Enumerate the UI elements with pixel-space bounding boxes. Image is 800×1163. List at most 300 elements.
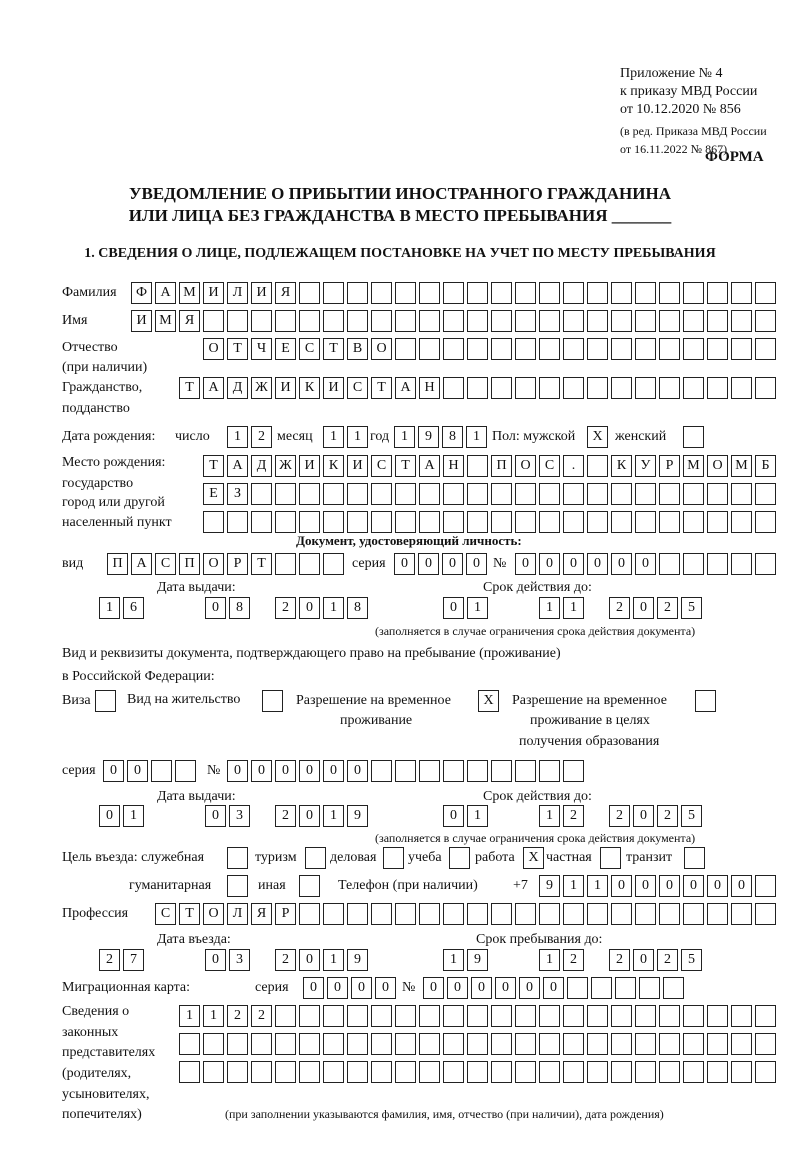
char-box-doc-valid-month[interactable]: 2 bbox=[563, 805, 584, 827]
char-box-entry-month[interactable]: 3 bbox=[229, 949, 250, 971]
char-box-doc-issue-year[interactable]: 2 bbox=[275, 805, 296, 827]
char-box-birthplace-3[interactable] bbox=[443, 511, 464, 533]
char-box-name[interactable] bbox=[611, 310, 632, 332]
char-box-patronymic[interactable]: О bbox=[371, 338, 392, 360]
char-box-name[interactable] bbox=[539, 310, 560, 332]
char-box-reps-1[interactable] bbox=[491, 1005, 512, 1027]
char-box-id-issue-year[interactable]: 8 bbox=[347, 597, 368, 619]
char-box-id-number[interactable] bbox=[707, 553, 728, 575]
char-box-reps-1[interactable] bbox=[659, 1005, 680, 1027]
char-box-citizenship[interactable] bbox=[707, 377, 728, 399]
char-box-reps-2[interactable] bbox=[707, 1033, 728, 1055]
char-box-citizenship[interactable]: А bbox=[395, 377, 416, 399]
char-box-mc-number[interactable]: 0 bbox=[447, 977, 468, 999]
char-box-id-kind[interactable]: Т bbox=[251, 553, 272, 575]
char-box-reps-1[interactable]: 1 bbox=[179, 1005, 200, 1027]
char-box-birthplace-3[interactable] bbox=[467, 511, 488, 533]
char-box-birth-month[interactable]: 1 bbox=[323, 426, 344, 448]
char-box-id-kind[interactable]: С bbox=[155, 553, 176, 575]
char-box-patronymic[interactable]: Е bbox=[275, 338, 296, 360]
char-box-citizenship[interactable] bbox=[683, 377, 704, 399]
char-box-id-series[interactable]: 0 bbox=[418, 553, 439, 575]
char-box-name[interactable] bbox=[491, 310, 512, 332]
char-box-birthplace-1[interactable]: Т bbox=[395, 455, 416, 477]
char-box-doc-number[interactable]: 0 bbox=[227, 760, 248, 782]
char-box-reps-3[interactable] bbox=[347, 1061, 368, 1083]
char-box-doc-number[interactable] bbox=[539, 760, 560, 782]
char-box-patronymic[interactable]: В bbox=[347, 338, 368, 360]
char-box-birthplace-3[interactable] bbox=[299, 511, 320, 533]
char-box-patronymic[interactable] bbox=[731, 338, 752, 360]
char-box-id-kind[interactable] bbox=[275, 553, 296, 575]
char-box-profession[interactable] bbox=[539, 903, 560, 925]
char-box-birthplace-1[interactable]: О bbox=[515, 455, 536, 477]
char-box-entry-year[interactable]: 1 bbox=[323, 949, 344, 971]
checkbox-sex-female[interactable] bbox=[683, 426, 704, 448]
char-box-reps-1[interactable] bbox=[683, 1005, 704, 1027]
char-box-citizenship[interactable]: К bbox=[299, 377, 320, 399]
char-box-name[interactable] bbox=[659, 310, 680, 332]
char-box-doc-valid-year[interactable]: 5 bbox=[681, 805, 702, 827]
char-box-reps-1[interactable] bbox=[611, 1005, 632, 1027]
checkbox-purpose-study[interactable] bbox=[449, 847, 470, 869]
char-box-profession[interactable]: Л bbox=[227, 903, 248, 925]
char-box-id-kind[interactable]: П bbox=[179, 553, 200, 575]
char-box-birthplace-2[interactable]: З bbox=[227, 483, 248, 505]
char-box-id-issue-month[interactable]: 0 bbox=[205, 597, 226, 619]
char-box-patronymic[interactable] bbox=[587, 338, 608, 360]
char-box-mc-series[interactable]: 0 bbox=[375, 977, 396, 999]
char-box-id-series[interactable]: 0 bbox=[442, 553, 463, 575]
checkbox-doc-temp-residence[interactable]: X bbox=[478, 690, 499, 712]
char-box-profession[interactable] bbox=[611, 903, 632, 925]
char-box-mc-number[interactable] bbox=[615, 977, 636, 999]
char-box-name[interactable] bbox=[683, 310, 704, 332]
char-box-patronymic[interactable]: Т bbox=[227, 338, 248, 360]
char-box-id-issue-month[interactable]: 8 bbox=[229, 597, 250, 619]
char-box-reps-1[interactable] bbox=[323, 1005, 344, 1027]
char-box-reps-2[interactable] bbox=[395, 1033, 416, 1055]
char-box-reps-1[interactable] bbox=[755, 1005, 776, 1027]
char-box-mc-series[interactable]: 0 bbox=[351, 977, 372, 999]
char-box-birthplace-3[interactable] bbox=[611, 511, 632, 533]
char-box-reps-1[interactable] bbox=[539, 1005, 560, 1027]
char-box-patronymic[interactable]: Т bbox=[323, 338, 344, 360]
char-box-doc-issue-year[interactable]: 1 bbox=[323, 805, 344, 827]
char-box-name[interactable] bbox=[323, 310, 344, 332]
char-box-citizenship[interactable]: А bbox=[203, 377, 224, 399]
char-box-birthplace-3[interactable] bbox=[491, 511, 512, 533]
char-box-birthplace-2[interactable] bbox=[755, 483, 776, 505]
char-box-stay-day[interactable]: 1 bbox=[443, 949, 464, 971]
char-box-birthplace-2[interactable] bbox=[539, 483, 560, 505]
char-box-reps-1[interactable] bbox=[635, 1005, 656, 1027]
char-box-name[interactable] bbox=[563, 310, 584, 332]
char-box-doc-number[interactable]: 0 bbox=[299, 760, 320, 782]
char-box-name[interactable]: Я bbox=[179, 310, 200, 332]
char-box-doc-series[interactable]: 0 bbox=[127, 760, 148, 782]
char-box-birthplace-1[interactable]: Т bbox=[203, 455, 224, 477]
char-box-reps-1[interactable]: 2 bbox=[251, 1005, 272, 1027]
char-box-stay-year[interactable]: 0 bbox=[633, 949, 654, 971]
char-box-name[interactable] bbox=[275, 310, 296, 332]
char-box-reps-3[interactable] bbox=[563, 1061, 584, 1083]
char-box-reps-2[interactable] bbox=[587, 1033, 608, 1055]
char-box-profession[interactable]: О bbox=[203, 903, 224, 925]
char-box-doc-number[interactable] bbox=[467, 760, 488, 782]
char-box-surname[interactable] bbox=[515, 282, 536, 304]
char-box-birth-year[interactable]: 8 bbox=[442, 426, 463, 448]
char-box-profession[interactable] bbox=[563, 903, 584, 925]
char-box-id-valid-month[interactable]: 1 bbox=[539, 597, 560, 619]
char-box-name[interactable] bbox=[419, 310, 440, 332]
char-box-id-kind[interactable]: О bbox=[203, 553, 224, 575]
char-box-reps-3[interactable] bbox=[251, 1061, 272, 1083]
char-box-birthplace-2[interactable] bbox=[635, 483, 656, 505]
checkbox-doc-visa[interactable] bbox=[95, 690, 116, 712]
char-box-citizenship[interactable] bbox=[659, 377, 680, 399]
char-box-reps-2[interactable] bbox=[635, 1033, 656, 1055]
char-box-id-issue-year[interactable]: 0 bbox=[299, 597, 320, 619]
char-box-birth-day[interactable]: 2 bbox=[251, 426, 272, 448]
char-box-birthplace-2[interactable] bbox=[443, 483, 464, 505]
char-box-name[interactable] bbox=[587, 310, 608, 332]
char-box-citizenship[interactable] bbox=[587, 377, 608, 399]
char-box-patronymic[interactable] bbox=[467, 338, 488, 360]
char-box-birthplace-3[interactable] bbox=[635, 511, 656, 533]
char-box-profession[interactable] bbox=[371, 903, 392, 925]
char-box-surname[interactable] bbox=[491, 282, 512, 304]
char-box-profession[interactable]: Я bbox=[251, 903, 272, 925]
char-box-id-kind[interactable]: П bbox=[107, 553, 128, 575]
char-box-reps-2[interactable] bbox=[563, 1033, 584, 1055]
char-box-birthplace-1[interactable]: И bbox=[347, 455, 368, 477]
char-box-doc-number[interactable]: 0 bbox=[323, 760, 344, 782]
char-box-birthplace-2[interactable] bbox=[491, 483, 512, 505]
char-box-reps-1[interactable] bbox=[347, 1005, 368, 1027]
char-box-doc-issue-year[interactable]: 9 bbox=[347, 805, 368, 827]
char-box-id-valid-year[interactable]: 2 bbox=[657, 597, 678, 619]
char-box-mc-number[interactable]: 0 bbox=[543, 977, 564, 999]
char-box-doc-issue-day[interactable]: 0 bbox=[99, 805, 120, 827]
char-box-mc-number[interactable]: 0 bbox=[495, 977, 516, 999]
char-box-birthplace-2[interactable] bbox=[731, 483, 752, 505]
char-box-doc-number[interactable] bbox=[491, 760, 512, 782]
char-box-citizenship[interactable] bbox=[611, 377, 632, 399]
char-box-birthplace-2[interactable] bbox=[251, 483, 272, 505]
char-box-citizenship[interactable] bbox=[539, 377, 560, 399]
char-box-birthplace-2[interactable] bbox=[347, 483, 368, 505]
char-box-id-number[interactable] bbox=[659, 553, 680, 575]
char-box-birthplace-2[interactable] bbox=[659, 483, 680, 505]
char-box-id-number[interactable]: 0 bbox=[539, 553, 560, 575]
char-box-birthplace-1[interactable]: И bbox=[299, 455, 320, 477]
char-box-patronymic[interactable] bbox=[707, 338, 728, 360]
char-box-mc-number[interactable]: 0 bbox=[423, 977, 444, 999]
checkbox-purpose-work[interactable]: X bbox=[523, 847, 544, 869]
char-box-profession[interactable] bbox=[323, 903, 344, 925]
char-box-doc-valid-year[interactable]: 2 bbox=[657, 805, 678, 827]
char-box-name[interactable]: И bbox=[131, 310, 152, 332]
char-box-reps-2[interactable] bbox=[539, 1033, 560, 1055]
char-box-id-kind[interactable]: А bbox=[131, 553, 152, 575]
char-box-birthplace-2[interactable] bbox=[299, 483, 320, 505]
char-box-reps-2[interactable] bbox=[611, 1033, 632, 1055]
char-box-profession[interactable] bbox=[755, 903, 776, 925]
char-box-entry-month[interactable]: 0 bbox=[205, 949, 226, 971]
char-box-profession[interactable] bbox=[395, 903, 416, 925]
char-box-patronymic[interactable] bbox=[563, 338, 584, 360]
char-box-doc-number[interactable] bbox=[419, 760, 440, 782]
char-box-birthplace-2[interactable] bbox=[587, 483, 608, 505]
char-box-phone[interactable] bbox=[755, 875, 776, 897]
checkbox-purpose-private[interactable] bbox=[600, 847, 621, 869]
char-box-phone[interactable]: 1 bbox=[563, 875, 584, 897]
char-box-birthplace-3[interactable] bbox=[683, 511, 704, 533]
char-box-birthplace-1[interactable]: О bbox=[707, 455, 728, 477]
char-box-name[interactable] bbox=[635, 310, 656, 332]
char-box-id-number[interactable]: 0 bbox=[515, 553, 536, 575]
char-box-birthplace-3[interactable] bbox=[707, 511, 728, 533]
char-box-phone[interactable]: 0 bbox=[683, 875, 704, 897]
char-box-profession[interactable] bbox=[683, 903, 704, 925]
char-box-stay-year[interactable]: 5 bbox=[681, 949, 702, 971]
char-box-profession[interactable] bbox=[515, 903, 536, 925]
char-box-surname[interactable] bbox=[467, 282, 488, 304]
char-box-doc-issue-month[interactable]: 0 bbox=[205, 805, 226, 827]
char-box-citizenship[interactable] bbox=[467, 377, 488, 399]
char-box-reps-3[interactable] bbox=[539, 1061, 560, 1083]
char-box-surname[interactable]: М bbox=[179, 282, 200, 304]
char-box-id-valid-month[interactable]: 1 bbox=[563, 597, 584, 619]
char-box-reps-3[interactable] bbox=[683, 1061, 704, 1083]
char-box-birthplace-3[interactable] bbox=[659, 511, 680, 533]
char-box-id-number[interactable] bbox=[755, 553, 776, 575]
char-box-reps-1[interactable] bbox=[707, 1005, 728, 1027]
char-box-birthplace-2[interactable]: Е bbox=[203, 483, 224, 505]
char-box-reps-3[interactable] bbox=[587, 1061, 608, 1083]
char-box-profession[interactable] bbox=[467, 903, 488, 925]
char-box-reps-3[interactable] bbox=[611, 1061, 632, 1083]
char-box-citizenship[interactable] bbox=[563, 377, 584, 399]
char-box-birthplace-2[interactable] bbox=[611, 483, 632, 505]
char-box-birthplace-1[interactable]: Д bbox=[251, 455, 272, 477]
char-box-mc-number[interactable]: 0 bbox=[471, 977, 492, 999]
char-box-birthplace-2[interactable] bbox=[515, 483, 536, 505]
char-box-reps-1[interactable]: 1 bbox=[203, 1005, 224, 1027]
char-box-profession[interactable] bbox=[443, 903, 464, 925]
char-box-phone[interactable]: 0 bbox=[659, 875, 680, 897]
char-box-surname[interactable] bbox=[395, 282, 416, 304]
char-box-phone[interactable]: 0 bbox=[731, 875, 752, 897]
char-box-name[interactable] bbox=[371, 310, 392, 332]
char-box-citizenship[interactable] bbox=[755, 377, 776, 399]
char-box-doc-issue-month[interactable]: 3 bbox=[229, 805, 250, 827]
char-box-reps-1[interactable]: 2 bbox=[227, 1005, 248, 1027]
char-box-stay-year[interactable]: 2 bbox=[657, 949, 678, 971]
char-box-name[interactable] bbox=[731, 310, 752, 332]
char-box-patronymic[interactable] bbox=[419, 338, 440, 360]
char-box-birth-year[interactable]: 1 bbox=[394, 426, 415, 448]
char-box-id-issue-year[interactable]: 1 bbox=[323, 597, 344, 619]
char-box-birthplace-1[interactable]: П bbox=[491, 455, 512, 477]
char-box-birthplace-3[interactable] bbox=[323, 511, 344, 533]
char-box-birthplace-2[interactable] bbox=[395, 483, 416, 505]
char-box-reps-1[interactable] bbox=[515, 1005, 536, 1027]
char-box-patronymic[interactable] bbox=[755, 338, 776, 360]
char-box-patronymic[interactable] bbox=[659, 338, 680, 360]
char-box-birthplace-3[interactable] bbox=[515, 511, 536, 533]
char-box-birthplace-1[interactable]: Ж bbox=[275, 455, 296, 477]
char-box-citizenship[interactable]: С bbox=[347, 377, 368, 399]
char-box-surname[interactable] bbox=[419, 282, 440, 304]
char-box-citizenship[interactable] bbox=[491, 377, 512, 399]
char-box-birthplace-3[interactable] bbox=[395, 511, 416, 533]
char-box-birthplace-3[interactable] bbox=[371, 511, 392, 533]
char-box-id-valid-year[interactable]: 5 bbox=[681, 597, 702, 619]
char-box-phone[interactable]: 0 bbox=[707, 875, 728, 897]
char-box-doc-valid-day[interactable]: 1 bbox=[467, 805, 488, 827]
char-box-doc-valid-day[interactable]: 0 bbox=[443, 805, 464, 827]
char-box-doc-series[interactable] bbox=[175, 760, 196, 782]
char-box-id-number[interactable] bbox=[731, 553, 752, 575]
char-box-reps-1[interactable] bbox=[731, 1005, 752, 1027]
char-box-surname[interactable] bbox=[323, 282, 344, 304]
char-box-citizenship[interactable]: Н bbox=[419, 377, 440, 399]
char-box-reps-3[interactable] bbox=[203, 1061, 224, 1083]
char-box-stay-year[interactable]: 2 bbox=[609, 949, 630, 971]
char-box-surname[interactable] bbox=[707, 282, 728, 304]
char-box-mc-series[interactable]: 0 bbox=[303, 977, 324, 999]
char-box-profession[interactable]: Т bbox=[179, 903, 200, 925]
char-box-entry-year[interactable]: 2 bbox=[275, 949, 296, 971]
char-box-mc-number[interactable] bbox=[663, 977, 684, 999]
char-box-phone[interactable]: 1 bbox=[587, 875, 608, 897]
char-box-reps-3[interactable] bbox=[659, 1061, 680, 1083]
char-box-name[interactable] bbox=[227, 310, 248, 332]
char-box-reps-3[interactable] bbox=[755, 1061, 776, 1083]
char-box-reps-1[interactable] bbox=[299, 1005, 320, 1027]
checkbox-purpose-humanitarian[interactable] bbox=[227, 875, 248, 897]
checkbox-purpose-other[interactable] bbox=[299, 875, 320, 897]
char-box-birthplace-2[interactable] bbox=[467, 483, 488, 505]
char-box-reps-3[interactable] bbox=[707, 1061, 728, 1083]
char-box-reps-3[interactable] bbox=[299, 1061, 320, 1083]
char-box-doc-valid-month[interactable]: 1 bbox=[539, 805, 560, 827]
char-box-name[interactable] bbox=[395, 310, 416, 332]
char-box-birthplace-1[interactable]: А bbox=[227, 455, 248, 477]
char-box-surname[interactable] bbox=[683, 282, 704, 304]
char-box-stay-month[interactable]: 1 bbox=[539, 949, 560, 971]
char-box-reps-2[interactable] bbox=[731, 1033, 752, 1055]
char-box-reps-3[interactable] bbox=[731, 1061, 752, 1083]
char-box-entry-day[interactable]: 7 bbox=[123, 949, 144, 971]
char-box-id-number[interactable]: 0 bbox=[563, 553, 584, 575]
char-box-id-series[interactable]: 0 bbox=[394, 553, 415, 575]
char-box-doc-number[interactable] bbox=[443, 760, 464, 782]
char-box-reps-2[interactable] bbox=[419, 1033, 440, 1055]
char-box-profession[interactable]: С bbox=[155, 903, 176, 925]
char-box-patronymic[interactable]: О bbox=[203, 338, 224, 360]
char-box-id-kind[interactable] bbox=[323, 553, 344, 575]
char-box-birthplace-1[interactable]: С bbox=[371, 455, 392, 477]
char-box-birthplace-3[interactable] bbox=[563, 511, 584, 533]
char-box-reps-3[interactable] bbox=[635, 1061, 656, 1083]
char-box-reps-2[interactable] bbox=[683, 1033, 704, 1055]
char-box-reps-2[interactable] bbox=[371, 1033, 392, 1055]
char-box-reps-2[interactable] bbox=[299, 1033, 320, 1055]
char-box-birthplace-1[interactable]: К bbox=[611, 455, 632, 477]
char-box-citizenship[interactable]: Т bbox=[179, 377, 200, 399]
char-box-surname[interactable]: А bbox=[155, 282, 176, 304]
char-box-patronymic[interactable] bbox=[635, 338, 656, 360]
char-box-birthplace-1[interactable]: Н bbox=[443, 455, 464, 477]
char-box-surname[interactable]: И bbox=[251, 282, 272, 304]
char-box-patronymic[interactable] bbox=[515, 338, 536, 360]
char-box-reps-2[interactable] bbox=[323, 1033, 344, 1055]
char-box-doc-number[interactable] bbox=[371, 760, 392, 782]
char-box-surname[interactable]: Л bbox=[227, 282, 248, 304]
char-box-mc-number[interactable] bbox=[567, 977, 588, 999]
char-box-birthplace-1[interactable] bbox=[467, 455, 488, 477]
char-box-reps-3[interactable] bbox=[395, 1061, 416, 1083]
char-box-reps-2[interactable] bbox=[515, 1033, 536, 1055]
char-box-reps-3[interactable] bbox=[491, 1061, 512, 1083]
char-box-doc-valid-year[interactable]: 0 bbox=[633, 805, 654, 827]
char-box-mc-number[interactable] bbox=[639, 977, 660, 999]
char-box-name[interactable]: М bbox=[155, 310, 176, 332]
char-box-profession[interactable]: Р bbox=[275, 903, 296, 925]
char-box-doc-number[interactable]: 0 bbox=[347, 760, 368, 782]
char-box-birthplace-2[interactable] bbox=[707, 483, 728, 505]
char-box-doc-number[interactable]: 0 bbox=[251, 760, 272, 782]
char-box-birthplace-3[interactable] bbox=[539, 511, 560, 533]
char-box-surname[interactable] bbox=[563, 282, 584, 304]
char-box-id-number[interactable]: 0 bbox=[587, 553, 608, 575]
char-box-surname[interactable] bbox=[755, 282, 776, 304]
char-box-id-kind[interactable] bbox=[299, 553, 320, 575]
char-box-surname[interactable] bbox=[659, 282, 680, 304]
char-box-birthplace-2[interactable] bbox=[419, 483, 440, 505]
char-box-surname[interactable] bbox=[299, 282, 320, 304]
char-box-reps-2[interactable] bbox=[755, 1033, 776, 1055]
char-box-birthplace-2[interactable] bbox=[275, 483, 296, 505]
char-box-phone[interactable]: 0 bbox=[635, 875, 656, 897]
char-box-doc-valid-year[interactable]: 2 bbox=[609, 805, 630, 827]
char-box-doc-number[interactable]: 0 bbox=[275, 760, 296, 782]
char-box-reps-3[interactable] bbox=[419, 1061, 440, 1083]
char-box-reps-3[interactable] bbox=[371, 1061, 392, 1083]
char-box-doc-number[interactable] bbox=[563, 760, 584, 782]
char-box-doc-series[interactable]: 0 bbox=[103, 760, 124, 782]
char-box-profession[interactable] bbox=[659, 903, 680, 925]
char-box-id-number[interactable] bbox=[683, 553, 704, 575]
char-box-reps-1[interactable] bbox=[587, 1005, 608, 1027]
char-box-birthplace-1[interactable]: А bbox=[419, 455, 440, 477]
char-box-id-valid-day[interactable]: 1 bbox=[467, 597, 488, 619]
char-box-doc-issue-year[interactable]: 0 bbox=[299, 805, 320, 827]
char-box-mc-number[interactable]: 0 bbox=[519, 977, 540, 999]
char-box-profession[interactable] bbox=[299, 903, 320, 925]
checkbox-purpose-tourism[interactable] bbox=[305, 847, 326, 869]
char-box-profession[interactable] bbox=[419, 903, 440, 925]
char-box-name[interactable] bbox=[251, 310, 272, 332]
char-box-id-kind[interactable]: Р bbox=[227, 553, 248, 575]
char-box-birthplace-1[interactable]: Б bbox=[755, 455, 776, 477]
char-box-birthplace-3[interactable] bbox=[731, 511, 752, 533]
char-box-birthplace-1[interactable]: М bbox=[683, 455, 704, 477]
char-box-surname[interactable] bbox=[371, 282, 392, 304]
